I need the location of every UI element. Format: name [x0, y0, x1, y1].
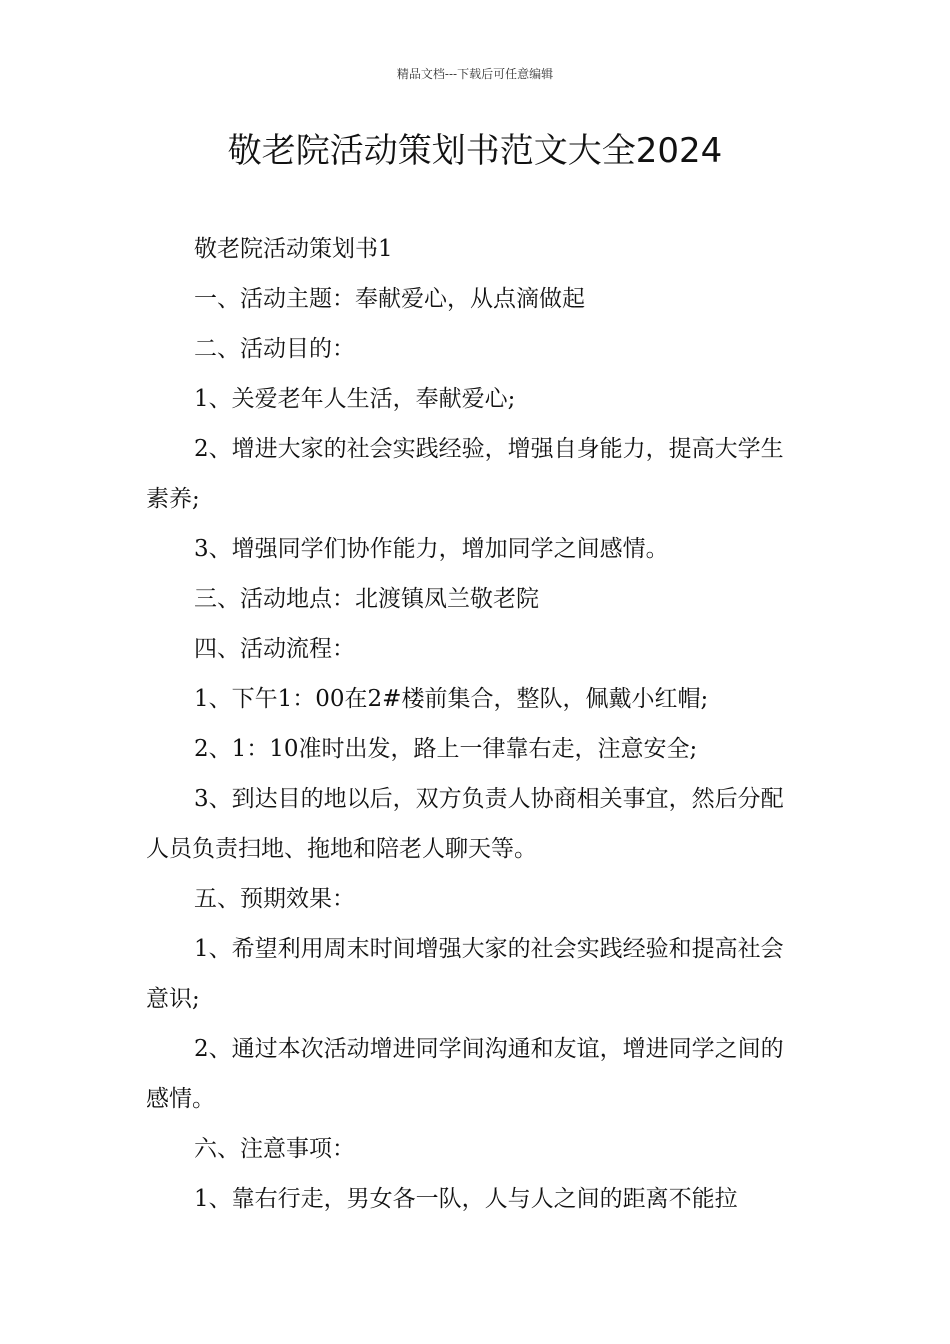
paragraph-location: 三、活动地点：北渡镇凤兰敬老院: [194, 586, 539, 612]
document-body: [146, 224, 806, 1224]
paragraph-purpose-3: 3、增强同学们协作能力，增加同学之间感情。: [194, 536, 669, 562]
paragraph-theme: 一、活动主题：奉献爱心，从点滴做起: [194, 286, 585, 312]
paragraph-notes-1: 1、靠右行走，男女各一队，人与人之间的距离不能拉: [194, 1186, 738, 1212]
paragraph-purpose-2: 2、增进大家的社会实践经验，增强自身能力，提高大学生素养;: [146, 436, 784, 512]
paragraph-plan-heading: 敬老院活动策划书1: [194, 236, 393, 262]
paragraph-effects-2: 2、通过本次活动增进同学间沟通和友谊，增进同学之间的感情。: [146, 1036, 784, 1112]
paragraph-effects-1: 1、希望利用周末时间增强大家的社会实践经验和提高社会意识;: [146, 936, 784, 1012]
paragraph-process-1: 1、下午1：00在2#楼前集合，整队，佩戴小红帽;: [194, 686, 709, 712]
paragraph-process-heading: 四、活动流程：: [194, 636, 355, 662]
paragraph-process-3: 3、到达目的地以后，双方负责人协商相关事宜，然后分配人员负责扫地、拖地和陪老人聊天等。: [146, 786, 784, 862]
paragraph-purpose-heading: 二、活动目的：: [194, 336, 355, 362]
header-note: 精品文档---下载后可任意编辑: [396, 67, 554, 81]
paragraph-purpose-1: 1、关爱老年人生活，奉献爱心;: [194, 386, 516, 412]
paragraph-notes-heading: 六、注意事项：: [194, 1136, 355, 1162]
document-title: 敬老院活动策划书范文大全2024: [227, 131, 723, 171]
paragraph-process-2: 2、1：10准时出发，路上一律靠右走，注意安全;: [194, 736, 698, 762]
paragraph-effects-heading: 五、预期效果：: [194, 886, 355, 912]
